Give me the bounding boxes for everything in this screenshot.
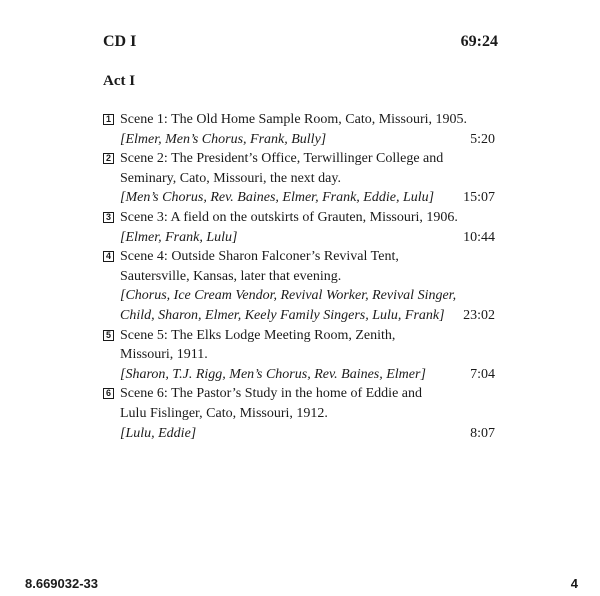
track-duration: 10:44 xyxy=(463,229,495,245)
track-number-box: 1 xyxy=(103,114,114,125)
track-duration: 7:04 xyxy=(470,366,495,382)
track-number-box: 2 xyxy=(103,153,114,164)
track-list xyxy=(103,110,495,443)
scene-description-line xyxy=(103,208,495,228)
scene-description-text: Lulu Fislinger, Cato, Missouri, 1912. xyxy=(120,405,328,421)
scene-description-line xyxy=(103,384,495,404)
scene-description-text: Scene 5: The Elks Lodge Meeting Room, Zenith, xyxy=(120,327,396,343)
scene-description-text: Scene 6: The Pastor’s Study in the home of Eddie and xyxy=(120,386,422,402)
scene-description-line xyxy=(103,169,495,189)
cast-list-text: Child, Sharon, Elmer, Keely Family Singers, Lulu, Frank] xyxy=(120,307,445,323)
scene-description-text: Scene 1: The Old Home Sample Room, Cato, Missouri, 1905. xyxy=(120,112,467,127)
cd-header xyxy=(103,33,498,53)
cast-list-text: [Elmer, Frank, Lulu] xyxy=(120,229,238,245)
track-number-box: 5 xyxy=(103,330,114,341)
scene-description-text: Scene 2: The President’s Office, Terwillinger College and xyxy=(120,151,444,167)
track-duration: 23:02 xyxy=(463,307,495,323)
scene-description-text: Seminary, Cato, Missouri, the next day. xyxy=(120,170,341,186)
scene-description-line xyxy=(103,404,495,424)
track-item xyxy=(103,384,495,443)
cast-line xyxy=(103,130,495,150)
scene-description-line xyxy=(103,345,495,365)
cast-list-text: [Chorus, Ice Cream Vendor, Revival Worker, Revival Singer, xyxy=(120,288,457,304)
cast-line xyxy=(103,188,495,208)
track-duration: 8:07 xyxy=(470,425,495,441)
cast-line xyxy=(103,306,495,326)
cast-line xyxy=(103,365,495,385)
track-number-box: 3 xyxy=(103,212,114,223)
track-item xyxy=(103,208,495,247)
track-item xyxy=(103,149,495,208)
catalog-number: 8.669032-33 xyxy=(25,576,99,591)
track-number-box: 4 xyxy=(103,251,114,262)
track-duration: 5:20 xyxy=(470,131,495,147)
scene-description-line xyxy=(103,247,495,267)
cd-title: CD I xyxy=(103,33,137,50)
scene-description-line xyxy=(103,149,495,169)
track-number-box: 6 xyxy=(103,388,114,399)
track-item xyxy=(103,247,495,325)
scene-description-line xyxy=(103,326,495,346)
track-item xyxy=(103,326,495,385)
cd-total-duration: 69:24 xyxy=(460,33,498,50)
scene-description-text: Scene 4: Outside Sharon Falconer’s Revival Tent, xyxy=(120,249,399,265)
cast-list-text: [Men’s Chorus, Rev. Baines, Elmer, Frank, Eddie, Lulu] xyxy=(120,190,435,206)
cast-list-text: [Elmer, Men’s Chorus, Frank, Bully] xyxy=(120,131,327,147)
scene-description-text: Missouri, 1911. xyxy=(120,347,208,363)
cast-line xyxy=(103,424,495,444)
scene-description-line xyxy=(103,267,495,287)
scene-description-text: Sautersville, Kansas, later that evening. xyxy=(120,268,342,284)
cast-list-text: [Lulu, Eddie] xyxy=(120,425,197,441)
track-item xyxy=(103,110,495,149)
act-title: Act I xyxy=(103,73,136,89)
cast-line xyxy=(103,286,495,306)
scene-description-line xyxy=(103,110,495,130)
cast-line xyxy=(103,228,495,248)
cast-list-text: [Sharon, T.J. Rigg, Men’s Chorus, Rev. Baines, Elmer] xyxy=(120,366,426,382)
scene-description-text: Scene 3: A field on the outskirts of Grauten, Missouri, 1906. xyxy=(120,209,458,225)
page-number: 4 xyxy=(570,576,578,591)
track-duration: 15:07 xyxy=(463,190,495,206)
